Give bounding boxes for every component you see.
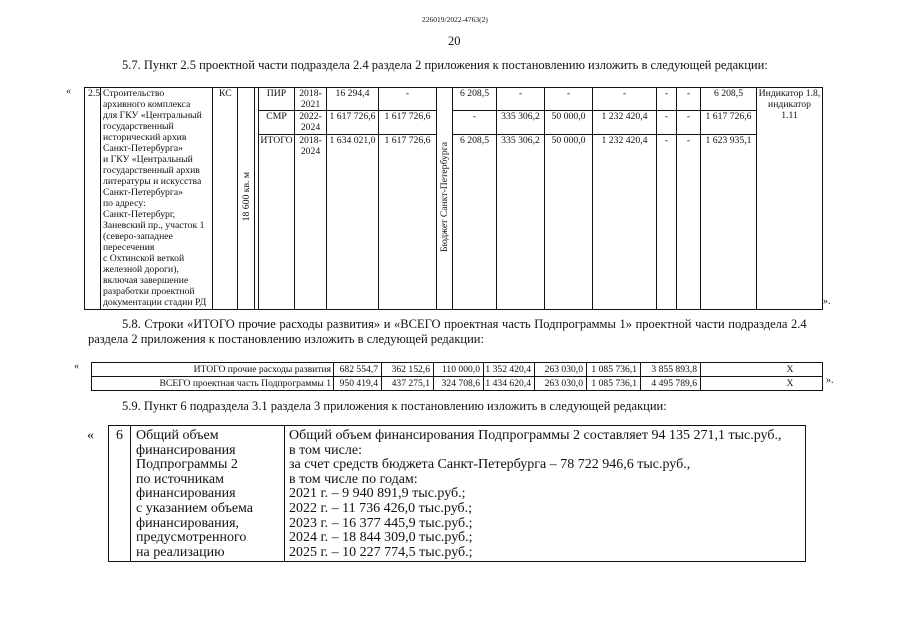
indicator-cell: Индикатор 1.8, индикатор 1.11	[757, 88, 823, 310]
row-label: ИТОГО прочие расходы развития	[92, 363, 334, 377]
stage-cell: ПИР	[259, 88, 295, 111]
amount-cell: 1 623 935,1	[701, 135, 757, 310]
years-cell: 2022- 2024	[295, 111, 327, 135]
totals-table	[91, 362, 823, 391]
amount-cell: 3 855 893,8	[641, 363, 701, 377]
stage-cell: СМР	[259, 111, 295, 135]
amount-cell: 950 419,4	[334, 377, 382, 391]
table-row	[109, 426, 806, 562]
amount-cell: 335 306,2	[497, 135, 545, 310]
indicator-cell: X	[701, 377, 823, 391]
paragraph-5-8-line-2: раздела 2 приложения к постановлению изложить в следующей редакции:	[88, 332, 484, 346]
amount-cell: 437 275,1	[382, 377, 434, 391]
amount-cell: -	[677, 88, 701, 111]
amount-cell: 50 000,0	[545, 135, 593, 310]
amount-cell: 1 617 726,6	[327, 111, 379, 135]
open-quote: «	[74, 361, 79, 372]
funding-source-cell	[437, 88, 453, 310]
open-quote: «	[87, 428, 94, 443]
amount-cell: 6 208,5	[453, 88, 497, 111]
amount-cell: 110 000,0	[434, 363, 484, 377]
document-code: 226019/2022-4763(2)	[422, 15, 488, 24]
item-description-cell: Строительство архивного комплекса для ГКУ «Центральный государственный исторический архив Санкт-Петербурга» и ГКУ «Центральный государственный архив литературы и искусства Санкт-Петербурга» по адресу: Санкт-Петербург, Заневский пр., участок 1 (северо-западнее пересечения с Охтинской веткой железной дороги), включая завершение разработки проектной документации стадии РД	[101, 88, 213, 310]
amount-cell: 324 708,6	[434, 377, 484, 391]
paragraph-5-7: 5.7. Пункт 2.5 проектной части подраздела 2.4 раздела 2 приложения к постановлению изложить в следующей редакции:	[122, 58, 768, 72]
amount-cell: 1 085 736,1	[587, 377, 641, 391]
years-cell: 2018- 2024	[295, 135, 327, 310]
amount-cell: -	[677, 135, 701, 310]
project-item-table	[84, 87, 823, 310]
amount-cell: 1 634 021,0	[327, 135, 379, 310]
amount-cell: -	[497, 88, 545, 111]
amount-cell: 1 617 726,6	[379, 135, 437, 310]
amount-cell: 335 306,2	[497, 111, 545, 135]
amount-cell: 16 294,4	[327, 88, 379, 111]
amount-cell: 1 617 726,6	[379, 111, 437, 135]
amount-cell: -	[453, 111, 497, 135]
amount-cell: 1 232 420,4	[593, 135, 657, 310]
amount-cell: -	[657, 135, 677, 310]
amount-cell: -	[677, 111, 701, 135]
paragraph-5-8-line-1: 5.8. Строки «ИТОГО прочие расходы развития» и «ВСЕГО проектная часть Подпрограммы 1» проектной части подраздела 2.4	[122, 317, 807, 331]
amount-cell: 50 000,0	[545, 111, 593, 135]
area-label: 18 600 кв. м	[240, 172, 252, 222]
object-code-cell: КС	[213, 88, 238, 310]
table-row	[92, 363, 823, 377]
amount-cell: -	[545, 88, 593, 111]
amount-cell: 6 208,5	[701, 88, 757, 111]
amount-cell: 362 152,6	[382, 363, 434, 377]
close-quote: ».	[826, 375, 834, 386]
years-cell: 2018- 2021	[295, 88, 327, 111]
item-label-cell: Общий объем финансирования Подпрограммы 2 по источникам финансирования с указанием объема финансирования, предусмотренного на реализацию	[131, 426, 285, 562]
table-row	[85, 88, 823, 111]
amount-cell: 1 085 736,1	[587, 363, 641, 377]
open-quote: «	[66, 86, 71, 97]
amount-cell: 1 352 420,4	[484, 363, 535, 377]
amount-cell: 682 554,7	[334, 363, 382, 377]
item-number-cell: 2.5	[85, 88, 101, 310]
indicator-cell: X	[701, 363, 823, 377]
amount-cell: -	[379, 88, 437, 111]
item-content-cell: Общий объем финансирования Подпрограммы 2 составляет 94 135 271,1 тыс.руб., в том числе: за счет средств бюджета Санкт-Петербурга – 78 722 946,6 тыс.руб., в том числе по годам: 2021 г. – 9 940 891,9 тыс.руб.; 2022 г. – 11 736 426,0 тыс.руб.; 2023 г. – 16 377 445,9 тыс.руб.; 2024 г. – 18 844 309,0 тыс.руб.; 2025 г. – 10 227 774,5 тыс.руб.;	[285, 426, 806, 562]
amount-cell: 263 030,0	[535, 377, 587, 391]
close-quote: ».	[823, 296, 831, 307]
funding-source-label: Бюджет Санкт-Петербурга	[439, 142, 450, 252]
page-number: 20	[448, 34, 461, 48]
stage-cell: ИТОГО	[259, 135, 295, 310]
amount-cell: -	[657, 111, 677, 135]
amount-cell: -	[593, 88, 657, 111]
amount-cell: 6 208,5	[453, 135, 497, 310]
row-label: ВСЕГО проектная часть Подпрограммы 1	[92, 377, 334, 391]
table-row	[92, 377, 823, 391]
amount-cell: 4 495 789,6	[641, 377, 701, 391]
amount-cell: 1 617 726,6	[701, 111, 757, 135]
item-number-cell: 6	[109, 426, 131, 562]
amount-cell: 1 232 420,4	[593, 111, 657, 135]
paragraph-5-9: 5.9. Пункт 6 подраздела 3.1 раздела 3 приложения к постановлению изложить в следующей редакции:	[122, 399, 667, 413]
area-cell	[238, 88, 255, 310]
amount-cell: -	[657, 88, 677, 111]
amount-cell: 263 030,0	[535, 363, 587, 377]
amount-cell: 1 434 620,4	[484, 377, 535, 391]
financing-table	[108, 425, 806, 562]
